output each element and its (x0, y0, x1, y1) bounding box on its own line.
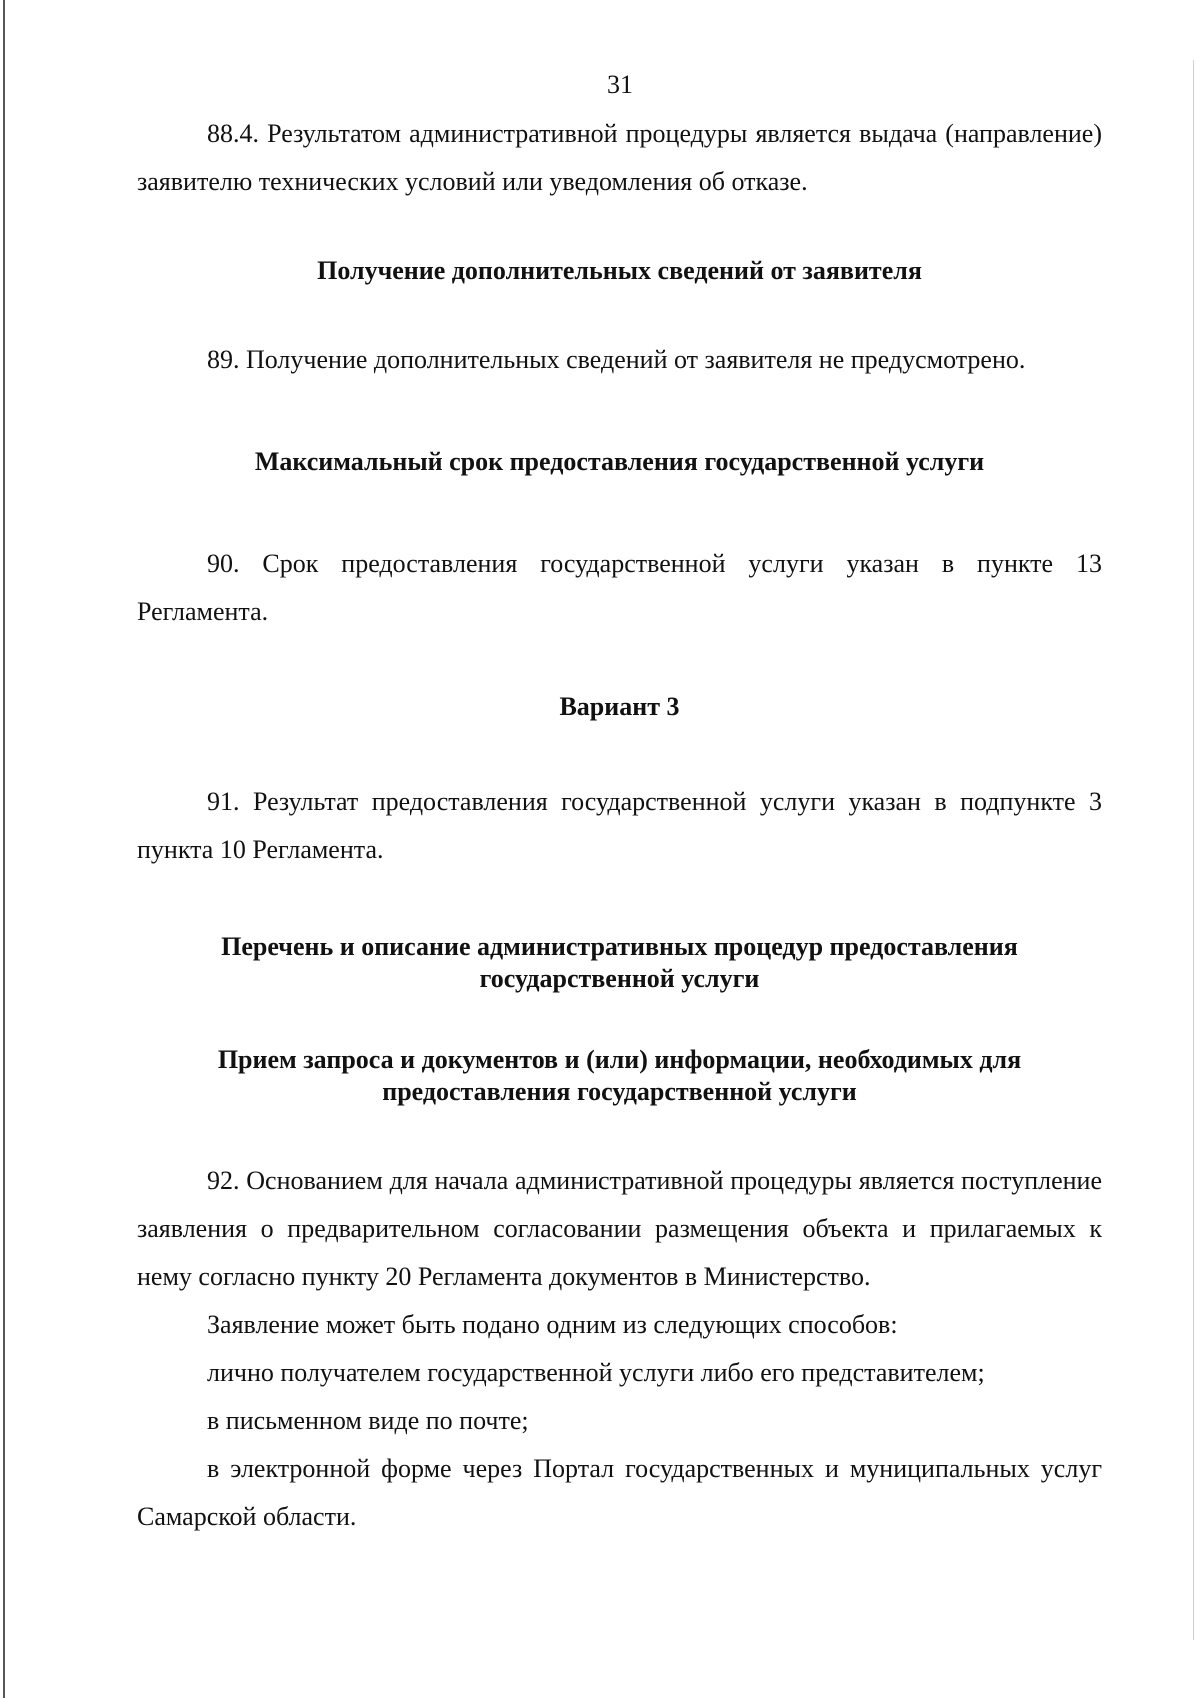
paragraph-88-4: 88.4. Результатом административной процедуры является выдача (направление) заявителю технических условий или уведомления об отказе. (137, 119, 1102, 196)
paragraph-90: 90. Срок предоставления государственной услуги указан в пункте 13 Регламента. (137, 549, 1102, 626)
paragraph-92: 92. Основанием для начала административной процедуры является поступление заявления о предварительном согласовании размещения объекта и прилагаемых к нему согласно пункту 20 Регламента документов в Министерство. (137, 1166, 1102, 1291)
paragraph-method-in-person: лично получателем государственной услуги либо его представителем; (207, 1358, 985, 1387)
heading-max-term: Максимальный срок предоставления государственной услуги (254, 447, 985, 476)
paragraph-89: 89. Получение дополнительных сведений от заявителя не предусмотрено. (207, 345, 1026, 374)
heading-variant-3: Вариант 3 (559, 692, 680, 721)
paragraph-91: 91. Результат предоставления государственной услуги указан в подпункте 3 пункта 10 Регламента. (137, 787, 1102, 864)
page-number: 31 (607, 70, 633, 99)
scan-right-edge (1193, 60, 1194, 1640)
heading-additional-info: Получение дополнительных сведений от заявителя (317, 256, 922, 285)
paragraph-method-portal: в электронной форме через Портал государственных и муниципальных услуг Самарской области. (137, 1454, 1102, 1531)
heading-request-reception: Прием запроса и документов и (или) информации, необходимых для предоставления государственной услуги (217, 1045, 1022, 1106)
paragraph-method-mail: в письменном виде по почте; (207, 1406, 529, 1435)
heading-procedures-list: Перечень и описание административных процедур предоставления государственной услуги (221, 932, 1018, 993)
paragraph-methods-intro: Заявление может быть подано одним из следующих способов: (207, 1310, 898, 1339)
document-body (137, 110, 1102, 1541)
scan-left-edge (3, 0, 5, 1698)
